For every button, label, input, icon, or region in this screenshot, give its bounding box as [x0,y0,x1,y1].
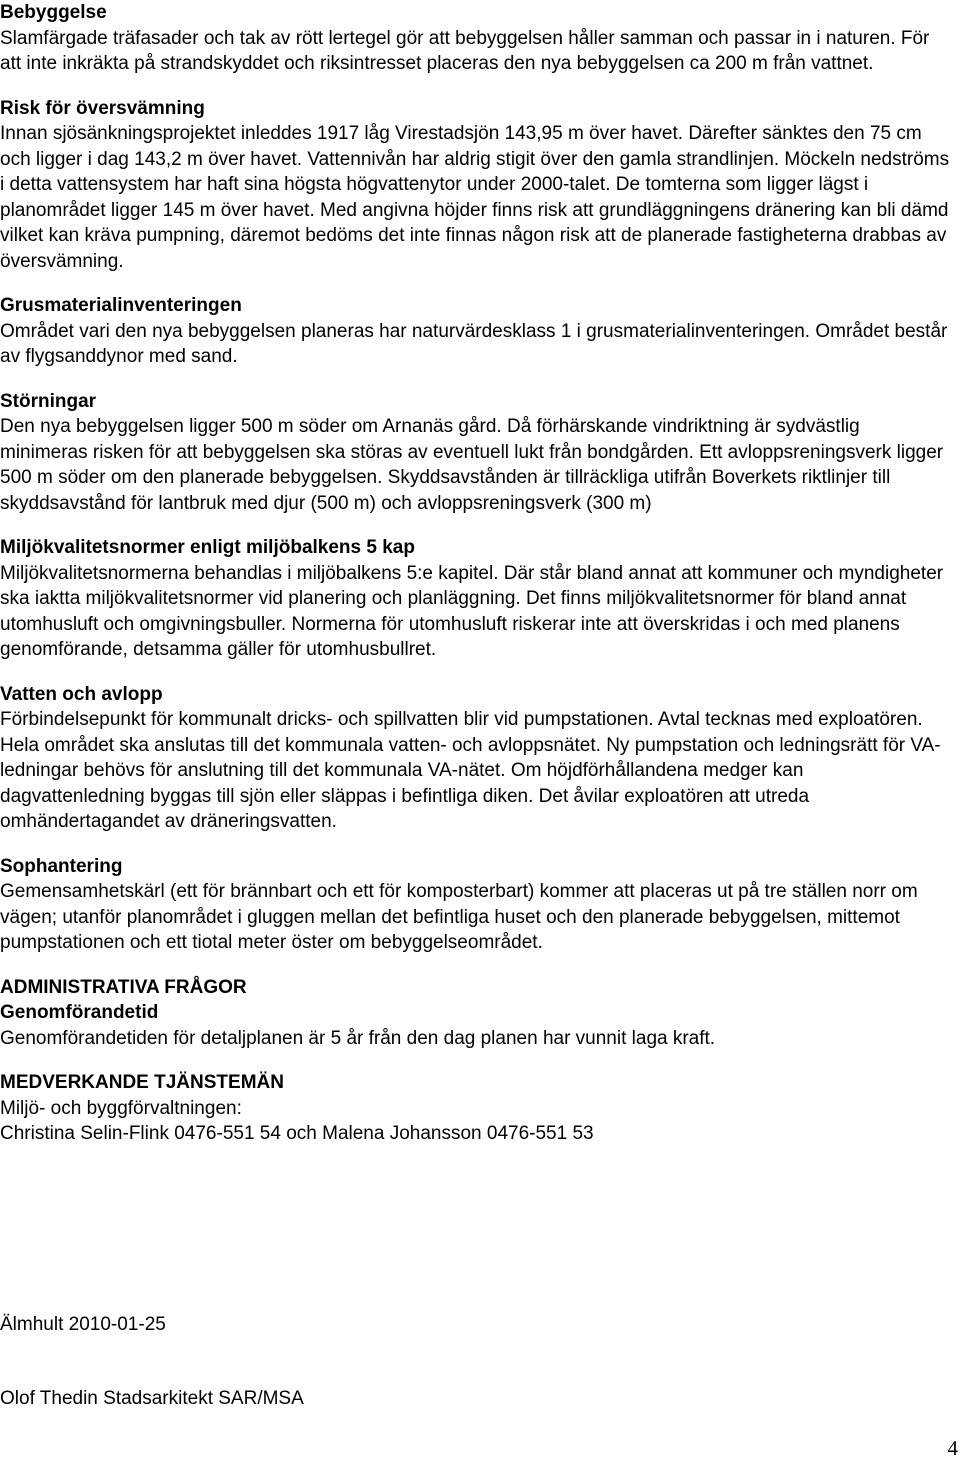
staff-heading: MEDVERKANDE TJÄNSTEMÄN [0,1072,284,1093]
page-number: 4 [947,1436,958,1460]
section-sophantering [0,854,952,956]
section-text: Miljökvalitetsnormerna behandlas i miljöbalkens 5:e kapitel. Där står bland annat att kommuner och myndigheter ska iaktta miljökvalitetsnormer vid planering och planläggning. Det finns miljökvalitetsnormer för bland annat utomhusluft och omgivningsbuller. Normerna för utomhusluft riskerar inte att överskridas i och med planens genomförande, detsamma gäller för utomhusbullret. [0,562,944,660]
section-text: Slamfärgade träfasader och tak av rött lertegel gör att bebyggelsen håller samman och passar in i naturen. För att inte inkräkta på strandskyddet och riksintresset placeras den nya bebyggelsen ca 200 m från vattnet. [0,27,930,74]
admin-heading: ADMINISTRATIVA FRÅGOR [0,976,247,998]
section-heading: Sophantering [0,855,123,877]
admin-text: Genomförandetiden för detaljplanen är 5 år från den dag planen har vunnit laga kraft. [0,1027,716,1049]
section-text: Området vari den nya bebyggelsen planeras har naturvärdesklass 1 i grusmaterialinventeringen. Området består av flygsanddynor med sand. [0,320,948,367]
staff-department: Miljö- och byggförvaltningen: [0,1097,242,1119]
section-medverkande [0,1070,952,1147]
staff-contacts: Christina Selin-Flink 0476-551 54 och Malena Johansson 0476-551 53 [0,1123,594,1144]
admin-subheading: Genomförandetid [0,1002,159,1023]
section-text: Den nya bebyggelsen ligger 500 m söder om Arnanäs gård. Då förhärskande vindriktning är sydvästlig minimeras risken för att bebyggelsen ska störas av eventuell lukt från bondgården. Ett avloppsreningsverk ligger 500 m söder om den planerade bebyggelsen. Skyddsavstånden är tillräckliga utifrån Boverkets riktlinjer till skyddsavstånd för lantbruk med djur (500 m) och avloppsreningsverk (300 m) [0,416,944,514]
section-heading: Bebyggelse [0,2,107,23]
section-miljokvalitetsnormer [0,535,952,663]
section-administrativa [0,975,952,1052]
section-vatten-avlopp [0,682,952,835]
section-heading: Grusmaterialinventeringen [0,295,242,316]
place-date: Älmhult 2010-01-25 [0,1314,166,1335]
section-heading: Vatten och avlopp [0,683,163,705]
section-text: Innan sjösänkningsprojektet inleddes 1917 låg Virestadsjön 143,95 m över havet. Därefter sänktes den 75 cm och ligger i dag 143,2 m över havet. Vattennivån har aldrig stigit över den gamla strandlinjen. Möckeln nedströms i detta vattensystem har haft sina högsta högvattenytor under 2000-talet. De tomterna som ligger lägst i planområdet ligger 145 m över havet. Med angivna höjder finns risk att grundläggningens dränering kan bli dämd vilket kan kräva pumpning, däremot bedöms det inte finnas någon risk att de planerade fastigheterna drabbas av översvämning. [0,123,950,272]
section-bebyggelse [0,0,952,77]
section-risk-oversvamning [0,96,952,275]
section-storningar [0,389,952,517]
section-grusmaterial [0,293,952,370]
signature-line: Olof Thedin Stadsarkitekt SAR/MSA [0,1388,304,1409]
section-heading: Risk för översvämning [0,97,205,119]
section-text: Gemensamhetskärl (ett för brännbart och ett för komposterbart) kommer att placeras ut på tre ställen norr om vägen; utanför planområdet i gluggen mellan det befintliga huset och den planerade bebyggelsen, mittemot pumpstationen och ett tiotal meter öster om bebyggelseområdet. [0,881,918,953]
section-heading: Störningar [0,390,97,412]
section-text: Förbindelsepunkt för kommunalt dricks- och spillvatten blir vid pumpstationen. Avtal tecknas med exploatören. Hela området ska anslutas till det kommunala vatten- och avloppsnätet. Ny pumpstation och ledningsrätt för VA-ledningar behövs för anslutning till det kommunala VA-nätet. Om höjdförhållandena medger kan dagvattenledning byggas till sjön eller släppas i befintliga diken. Det åvilar exploatören att utreda omhändertagandet av dräneringsvatten. [0,709,941,832]
section-heading: Miljökvalitetsnormer enligt miljöbalkens 5 kap [0,537,415,558]
